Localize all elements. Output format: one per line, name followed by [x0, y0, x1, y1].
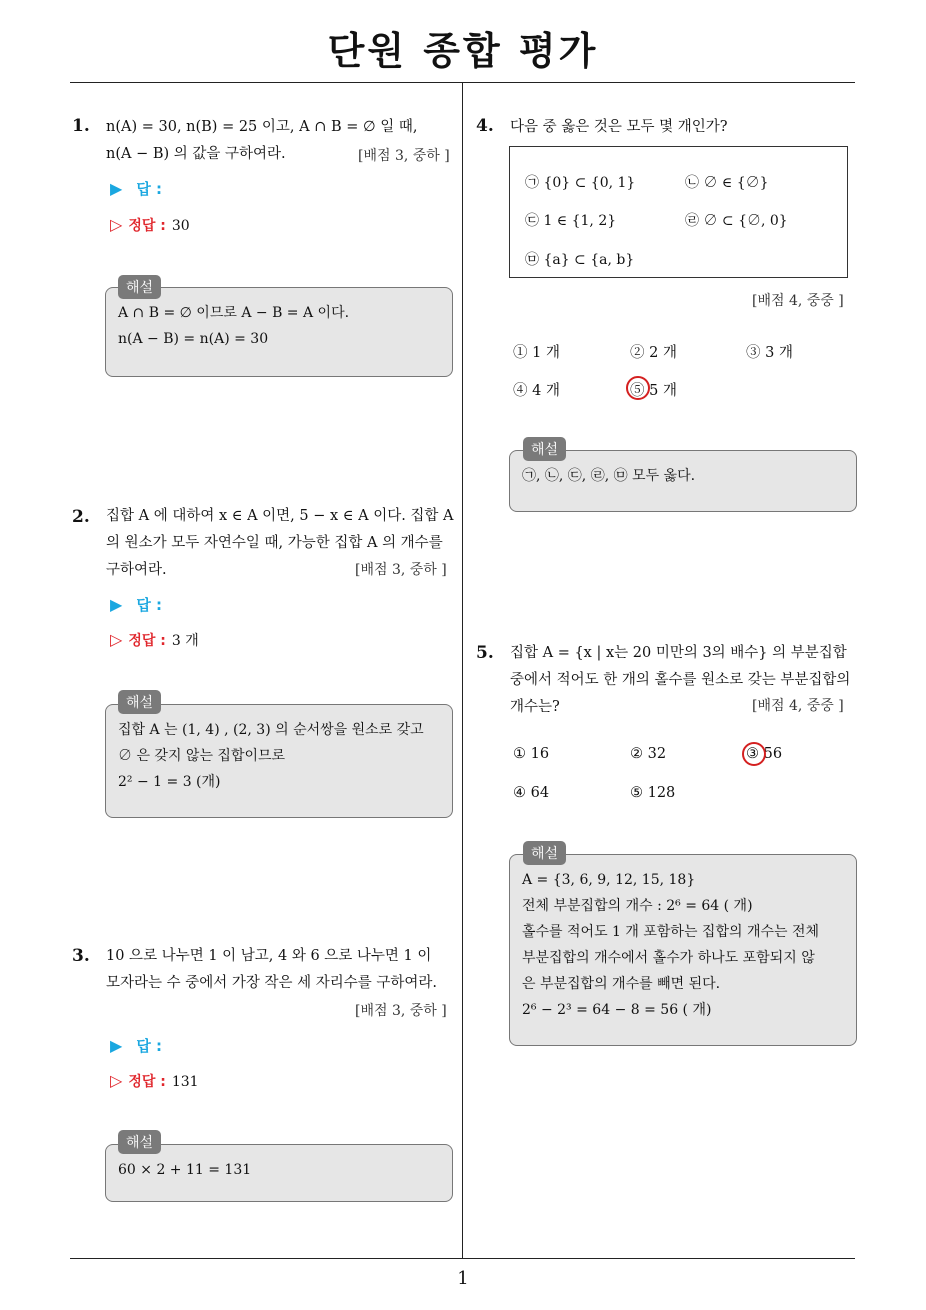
problem-3-correct-value: 131 [171, 1074, 199, 1090]
problem-2-answer-label: ▶ 답 : [110, 595, 163, 614]
problem-3-number: 3. [72, 946, 90, 966]
problem-4-choice-1[interactable]: ① 1 개 [513, 345, 560, 361]
problem-5-selected-mark [742, 742, 766, 766]
problem-4-line: 다음 중 옳은 것은 모두 몇 개인가? [510, 119, 728, 135]
problem-3-correct: ▷ 정답 : 131 [110, 1071, 199, 1090]
problem-4-condition: ㉣ ∅ ⊂ {∅, 0} [685, 213, 788, 229]
problem-4-meta: [배점 4, 중중 ] [752, 293, 844, 309]
problem-1-line: n(A − B) 의 값을 구하여라. [106, 146, 286, 162]
solution-line: n(A − B) = n(A) = 30 [118, 331, 269, 347]
problem-1-solution-tag: 해설 [118, 275, 161, 299]
triangle-outline-icon: ▷ [110, 215, 123, 234]
play-icon: ▶ [110, 179, 123, 198]
problem-5-choice-1[interactable]: ① 16 [513, 746, 550, 762]
problem-4-condition: ㉢ 1 ∈ {1, 2} [525, 213, 617, 229]
problem-5-choice-2[interactable]: ② 32 [630, 746, 667, 762]
problem-5-solution-box [509, 854, 857, 1046]
problem-4-choice-3[interactable]: ③ 3 개 [746, 345, 793, 361]
problem-5-line: 집합 A = {x | x는 20 미만의 3의 배수} 의 부분집합 [510, 645, 847, 661]
solution-line: 부분집합의 개수에서 홀수가 하나도 포함되지 않 [522, 950, 815, 966]
triangle-outline-icon: ▷ [110, 1071, 123, 1090]
problem-4-choice-2[interactable]: ② 2 개 [630, 345, 677, 361]
problem-1-solution-box [105, 287, 453, 377]
problem-2-solution-tag: 해설 [118, 690, 161, 714]
solution-line: 2² − 1 = 3 (개) [118, 774, 221, 790]
problem-4-choice-4[interactable]: ④ 4 개 [513, 383, 560, 399]
problem-2-correct: ▷ 정답 : 3 개 [110, 630, 199, 649]
solution-line: ㉠, ㉡, ㉢, ㉣, ㉤ 모두 옳다. [522, 468, 696, 484]
problem-2-meta: [배점 3, 중하 ] [355, 562, 447, 578]
solution-line: ∅ 은 갖지 않는 집합이므로 [118, 748, 286, 764]
solution-line: 집합 A 는 (1, 4) , (2, 3) 의 순서쌍을 원소로 갖고 [118, 722, 424, 738]
solution-line: 전체 부분집합의 개수 : 2⁶ = 64 ( 개) [522, 898, 753, 914]
problem-4-choice-5[interactable]: ⑤ 5 개 [630, 383, 677, 399]
problem-5-number: 5. [476, 643, 494, 663]
triangle-outline-icon: ▷ [110, 630, 123, 649]
problem-3-answer-label: ▶ 답 : [110, 1036, 163, 1055]
problem-4-condition: ㉡ ∅ ∈ {∅} [685, 175, 769, 191]
problem-5-line: 개수는? [510, 699, 560, 715]
problem-5-choice-4[interactable]: ④ 64 [513, 785, 550, 801]
problem-5-meta: [배점 4, 중중 ] [752, 698, 844, 714]
solution-line: 2⁶ − 2³ = 64 − 8 = 56 ( 개) [522, 1002, 712, 1018]
problem-2-solution-box [105, 704, 453, 818]
problem-4-text [510, 114, 855, 141]
problem-2-line: 의 원소가 모두 자연수일 때, 가능한 집합 A 의 개수를 [106, 535, 443, 551]
problem-5-choice-5[interactable]: ⑤ 128 [630, 785, 676, 801]
page-number: 1 [457, 1268, 469, 1289]
solution-line: A ∩ B = ∅ 이므로 A − B = A 이다. [118, 305, 350, 321]
problem-2-correct-value: 3 개 [171, 633, 199, 649]
problem-5-choice-3[interactable]: ③ 56 [746, 746, 783, 762]
problem-4-selected-mark [626, 376, 650, 400]
problem-3-line: 10 으로 나누면 1 이 남고, 4 와 6 으로 나누면 1 이 [106, 948, 432, 964]
solution-line: 은 부분집합의 개수를 빼면 된다. [522, 976, 721, 992]
problem-4-number: 4. [476, 116, 494, 136]
problem-4-solution-tag: 해설 [523, 437, 566, 461]
problem-3-solution-tag: 해설 [118, 1130, 161, 1154]
problem-2-line: 집합 A 에 대하여 x ∈ A 이면, 5 − x ∈ A 이다. 집합 A [106, 508, 454, 524]
problem-4-condition: ㉠ {0} ⊂ {0, 1} [525, 175, 636, 191]
play-icon: ▶ [110, 1036, 123, 1055]
problem-1-number: 1. [72, 116, 90, 136]
play-icon: ▶ [110, 595, 123, 614]
page-title: 단원 종합 평가 [327, 29, 599, 73]
solution-line: 60 × 2 + 11 = 131 [118, 1162, 252, 1178]
problem-1-meta: [배점 3, 중하 ] [358, 148, 450, 164]
problem-3-line: 모자라는 수 중에서 가장 작은 세 자리수를 구하여라. [106, 975, 438, 991]
problem-5-solution-tag: 해설 [523, 841, 566, 865]
problem-1-line: n(A) = 30, n(B) = 25 이고, A ∩ B = ∅ 일 때, [106, 119, 418, 135]
problem-2-number: 2. [72, 507, 90, 527]
problem-3-text [106, 943, 456, 997]
problem-3-meta: [배점 3, 중하 ] [355, 1003, 447, 1019]
solution-line: A = {3, 6, 9, 12, 15, 18} [522, 872, 696, 888]
problem-5-line: 중에서 적어도 한 개의 홀수를 원소로 갖는 부분집합의 [510, 672, 851, 688]
problem-1-correct-value: 30 [171, 218, 190, 234]
problem-1-answer-label: ▶ 답 : [110, 179, 163, 198]
solution-line: 홀수를 적어도 1 개 포함하는 집합의 개수는 전체 [522, 924, 820, 940]
bottom-rule [70, 1258, 855, 1259]
problem-1-correct: ▷ 정답 : 30 [110, 215, 190, 234]
problem-2-line: 구하여라. [106, 562, 167, 578]
column-divider [462, 83, 463, 1258]
problem-4-condition: ㉤ {a} ⊂ {a, b} [525, 252, 635, 268]
